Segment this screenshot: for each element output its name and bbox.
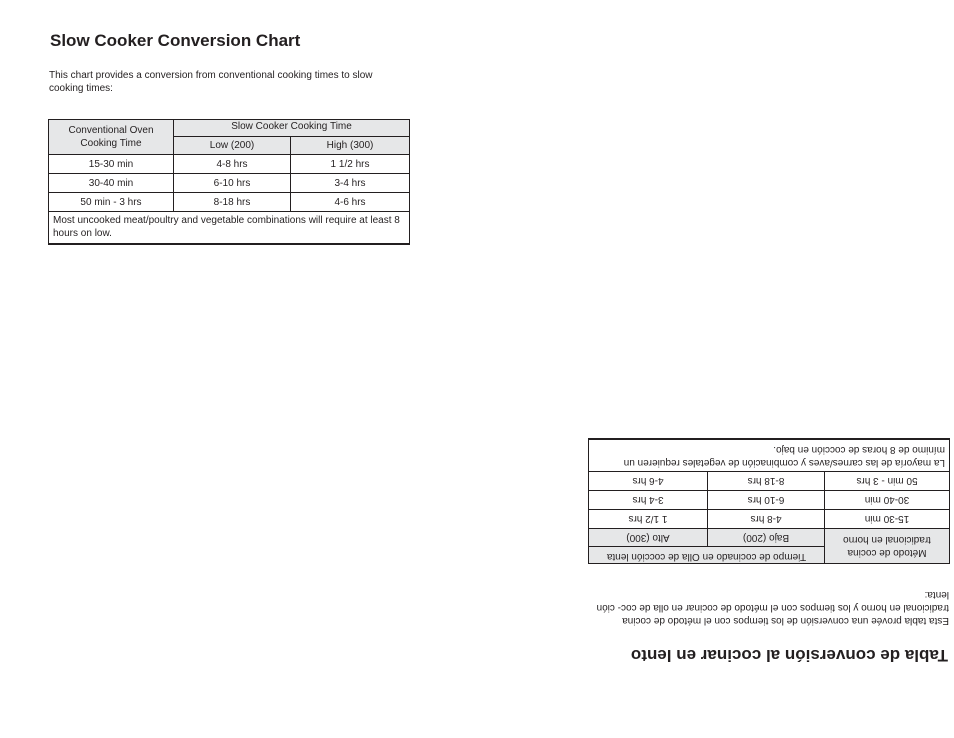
header-low: Low (200) bbox=[174, 137, 291, 155]
cell-conventional: 30-40 min bbox=[49, 174, 174, 193]
spanish-panel bbox=[550, 438, 950, 666]
table-row bbox=[588, 510, 949, 529]
table-note: Most uncooked meat/poultry and vegetable combinations will require at least 8 hours on low. bbox=[49, 212, 410, 245]
cell-low: 8-18 hrs bbox=[174, 193, 291, 212]
header-conventional-es: Método de cocina tradicional en horno bbox=[825, 529, 950, 564]
header-high: High (300) bbox=[291, 137, 410, 155]
english-panel bbox=[48, 30, 448, 245]
cell-conventional: 50 min - 3 hrs bbox=[825, 472, 950, 491]
cell-conventional: 50 min - 3 hrs bbox=[49, 193, 174, 212]
header-slow-cooker: Slow Cooker Cooking Time bbox=[174, 120, 410, 137]
cell-low: 8-18 hrs bbox=[708, 472, 825, 491]
table-row bbox=[588, 491, 949, 510]
cell-high: 4-6 hrs bbox=[588, 472, 707, 491]
conversion-table bbox=[48, 119, 410, 245]
cell-low: 4-8 hrs bbox=[174, 155, 291, 174]
cell-high: 4-6 hrs bbox=[291, 193, 410, 212]
intro-text: This chart provides a conversion from conventional cooking times to slow cooking times: bbox=[49, 70, 373, 94]
cell-conventional: 15-30 min bbox=[825, 510, 950, 529]
cell-low: 4-8 hrs bbox=[708, 510, 825, 529]
intro-text-es: Esta tabla provée una conversión de los tiempos con el método de cocina tradicional en horno y los tiempos con el método de cocinar en olla de coc- ción lenta: bbox=[596, 589, 949, 626]
table-row bbox=[49, 193, 410, 212]
cell-low: 6-10 hrs bbox=[708, 491, 825, 510]
header-high-es: Alto (300) bbox=[588, 529, 707, 547]
cell-high: 3-4 hrs bbox=[291, 174, 410, 193]
header-conventional: Conventional Oven Cooking Time bbox=[49, 120, 174, 155]
page-title: Slow Cooker Conversion Chart bbox=[50, 31, 301, 50]
cell-low: 6-10 hrs bbox=[174, 174, 291, 193]
cell-high: 3-4 hrs bbox=[588, 491, 707, 510]
header-slow-cooker-es: Tiempo de cocinado en Olla de cocción lenta bbox=[588, 547, 824, 564]
cell-conventional: 30-40 min bbox=[825, 491, 950, 510]
page-title-es: Tabla de conversión al cocinar en lento bbox=[630, 646, 948, 665]
cell-conventional: 15-30 min bbox=[49, 155, 174, 174]
table-note-es: La mayoría de las carnes/aves y combinación de vegetales requieren un mínimo de 8 horas de cocción en bajo. bbox=[588, 439, 949, 472]
table-row bbox=[588, 472, 949, 491]
table-row bbox=[49, 155, 410, 174]
cell-high: 1 1/2 hrs bbox=[588, 510, 707, 529]
cell-high: 1 1/2 hrs bbox=[291, 155, 410, 174]
table-row bbox=[49, 174, 410, 193]
conversion-table-es bbox=[588, 438, 950, 564]
header-low-es: Bajo (200) bbox=[708, 529, 825, 547]
